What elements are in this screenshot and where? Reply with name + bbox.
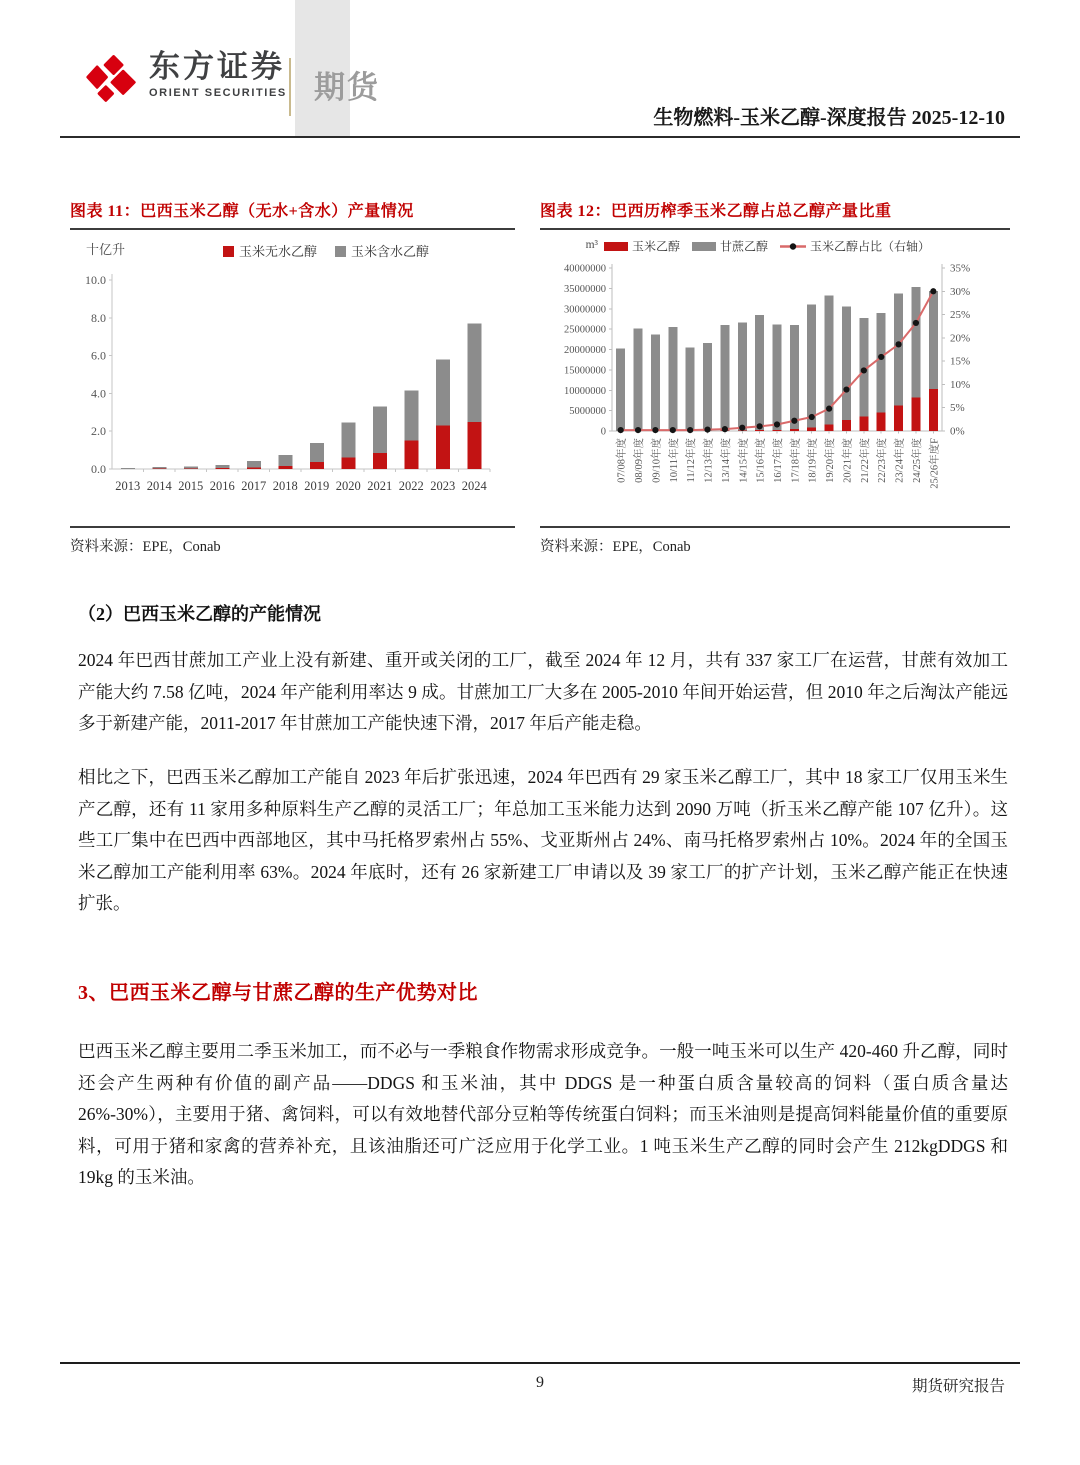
figure-12-title: 图表 12：巴西历榨季玉米乙醇占总乙醇产量比重 [540,198,1010,230]
svg-text:2022: 2022 [398,479,424,493]
svg-text:20%: 20% [950,332,971,345]
svg-text:19/20年度: 19/20年度 [825,438,837,483]
svg-text:23/24年度: 23/24年度 [894,438,906,483]
paragraph-3: 巴西玉米乙醇主要用二季玉米加工，而不必与一季粮食作物需求形成竞争。一般一吨玉米可以生产 420-460 升乙醇，同时还会产生两种有价值的副产品——DDGS 和玉米油，其中 DDGS 是一种蛋白质含量较高的饲料（蛋白质含量达 26%-30%），主要用于猪、禽饲料，可以有效地替代部分豆粕等传统蛋白饲料；而玉米油则是提高饲料能量价值的重要原料，可用于猪和家禽的营养补充，且该油脂还可广泛应用于化学工业。1 吨玉米生产乙醇的同时会产生 212kgDDGS 和 19kg 的玉米油。 [78,1041,1008,1187]
svg-text:10%: 10% [950,378,971,391]
logo-chinese-name: 东方证券 [149,49,285,84]
svg-text:13/14年度: 13/14年度 [720,438,732,483]
svg-text:玉米乙醇占比（右轴）: 玉米乙醇占比（右轴） [810,239,931,254]
svg-text:2016: 2016 [209,479,235,493]
svg-text:2023: 2023 [430,479,456,493]
logo-english-name: ORIENT SECURITIES [149,87,287,100]
figure-11-source: 资料来源：EPE，Conab [70,526,515,556]
svg-text:35000000: 35000000 [564,283,606,295]
svg-text:15/16年度: 15/16年度 [755,438,767,483]
svg-text:8.0: 8.0 [91,310,106,325]
svg-text:20/21年度: 20/21年度 [842,438,854,483]
svg-text:2024: 2024 [461,479,487,493]
svg-text:2020: 2020 [335,479,361,493]
section-2-heading: （2）巴西玉米乙醇的产能情况 [78,604,321,624]
chart11-legend [223,244,429,259]
svg-text:30000000: 30000000 [564,304,606,316]
figure-11-chart [70,234,515,524]
figure-12-chart [540,234,1010,524]
svg-text:0%: 0% [950,425,965,438]
paragraph-1: 2024 年巴西甘蔗加工产业上没有新建、重开或关闭的工厂，截至 2024 年 12 月，共有 337 家工厂在运营，甘蔗有效加工产能大约 7.58 亿吨，2024 年产能利用率达 9 成。甘蔗加工厂大多在 2005-2010 年间开始运营，但 2010 年之后淘汰产能远多于新建产能，2011-2017 年甘蔗加工产能快速下滑，2017 年后产能走稳。 [78,650,1008,733]
svg-text:08/09年度: 08/09年度 [634,438,646,483]
svg-text:18/19年度: 18/19年度 [807,438,819,483]
svg-text:30%: 30% [950,285,971,298]
svg-text:16/17年度: 16/17年度 [773,438,784,483]
svg-text:10.0: 10.0 [85,273,106,287]
svg-text:4.0: 4.0 [91,386,106,401]
figure-12 [540,198,1010,556]
svg-text:25000000: 25000000 [564,324,606,336]
svg-text:0.0: 0.0 [91,462,106,476]
svg-text:2018: 2018 [272,479,298,493]
svg-text:5000000: 5000000 [569,406,606,418]
footer-report-type: 期货研究报告 [911,1378,1005,1395]
svg-text:10/11年度: 10/11年度 [668,438,680,483]
svg-text:14/15年度: 14/15年度 [738,438,750,483]
svg-text:15%: 15% [950,355,971,368]
svg-text:2021: 2021 [367,479,393,493]
svg-text:40000000: 40000000 [564,263,606,275]
svg-text:玉米无水乙醇: 玉米无水乙醇 [239,244,318,259]
svg-text:玉米含水乙醇: 玉米含水乙醇 [351,244,430,259]
svg-text:24/25年度: 24/25年度 [911,438,923,483]
section-3-heading: 3、巴西玉米乙醇与甘蔗乙醇的生产优势对比 [78,982,478,1004]
svg-text:17/18年度: 17/18年度 [790,438,802,483]
svg-text:12/13年度: 12/13年度 [703,438,715,483]
svg-text:10000000: 10000000 [564,385,606,397]
svg-text:0: 0 [600,426,606,438]
svg-text:m³: m³ [585,239,598,251]
logo-separator-line [289,58,291,116]
svg-text:2.0: 2.0 [91,424,106,439]
svg-text:2015: 2015 [178,479,204,493]
report-title: 生物燃料-玉米乙醇-深度报告 2025-12-10 [653,107,1005,129]
svg-text:2014: 2014 [146,479,172,493]
svg-text:11/12年度: 11/12年度 [686,438,698,483]
svg-text:十亿升: 十亿升 [86,242,126,257]
header-divider [60,136,1020,138]
futures-tab-label: 期货 [314,70,380,105]
svg-text:甘蔗乙醇: 甘蔗乙醇 [720,239,769,254]
figure-11 [70,198,515,556]
svg-text:2017: 2017 [241,479,267,493]
svg-text:20000000: 20000000 [564,345,606,356]
footer-divider [60,1362,1020,1364]
svg-text:35%: 35% [950,262,971,275]
svg-text:15000000: 15000000 [564,365,606,377]
svg-text:25%: 25% [950,309,971,322]
page-number: 9 [536,1374,544,1391]
orient-securities-logo-icon [85,50,137,106]
svg-text:2013: 2013 [115,479,141,493]
figure-11-title: 图表 11：巴西玉米乙醇（无水+含水）产量情况 [70,198,515,230]
svg-text:07/08年度: 07/08年度 [616,438,628,483]
svg-text:09/10年度: 09/10年度 [651,438,663,483]
paragraph-2: 相比之下，巴西玉米乙醇加工产能自 2023 年后扩张迅速，2024 年巴西有 29 家玉米乙醇工厂，其中 18 家工厂仅用玉米生产乙醇，还有 11 家用多种原料生产乙醇的灵活工厂；年总加工玉米能力达到 2090 万吨（折玉米乙醇产能 107 亿升）。这些工厂集中在巴西中西部地区，其中马托格罗索州占 55%、戈亚斯州占 24%、南马托格罗索州占 10%。2024 年的全国玉米乙醇加工产能利用率 63%。2024 年底时，还有 26 家新建工厂申请以及 39 家工厂的扩产计划，玉米乙醇产能正在快速扩张。 [78,767,1008,913]
svg-text:5%: 5% [950,402,965,415]
orient-securities-logo [85,50,287,106]
svg-text:6.0: 6.0 [91,348,106,363]
svg-text:玉米乙醇: 玉米乙醇 [632,239,681,254]
svg-text:22/23年度: 22/23年度 [877,438,889,483]
figure-12-source: 资料来源：EPE，Conab [540,526,1010,556]
chart12-legend [604,239,930,254]
svg-text:25/26年度F: 25/26年度F [929,438,941,489]
svg-text:2019: 2019 [304,479,330,493]
svg-text:21/22年度: 21/22年度 [859,438,871,483]
